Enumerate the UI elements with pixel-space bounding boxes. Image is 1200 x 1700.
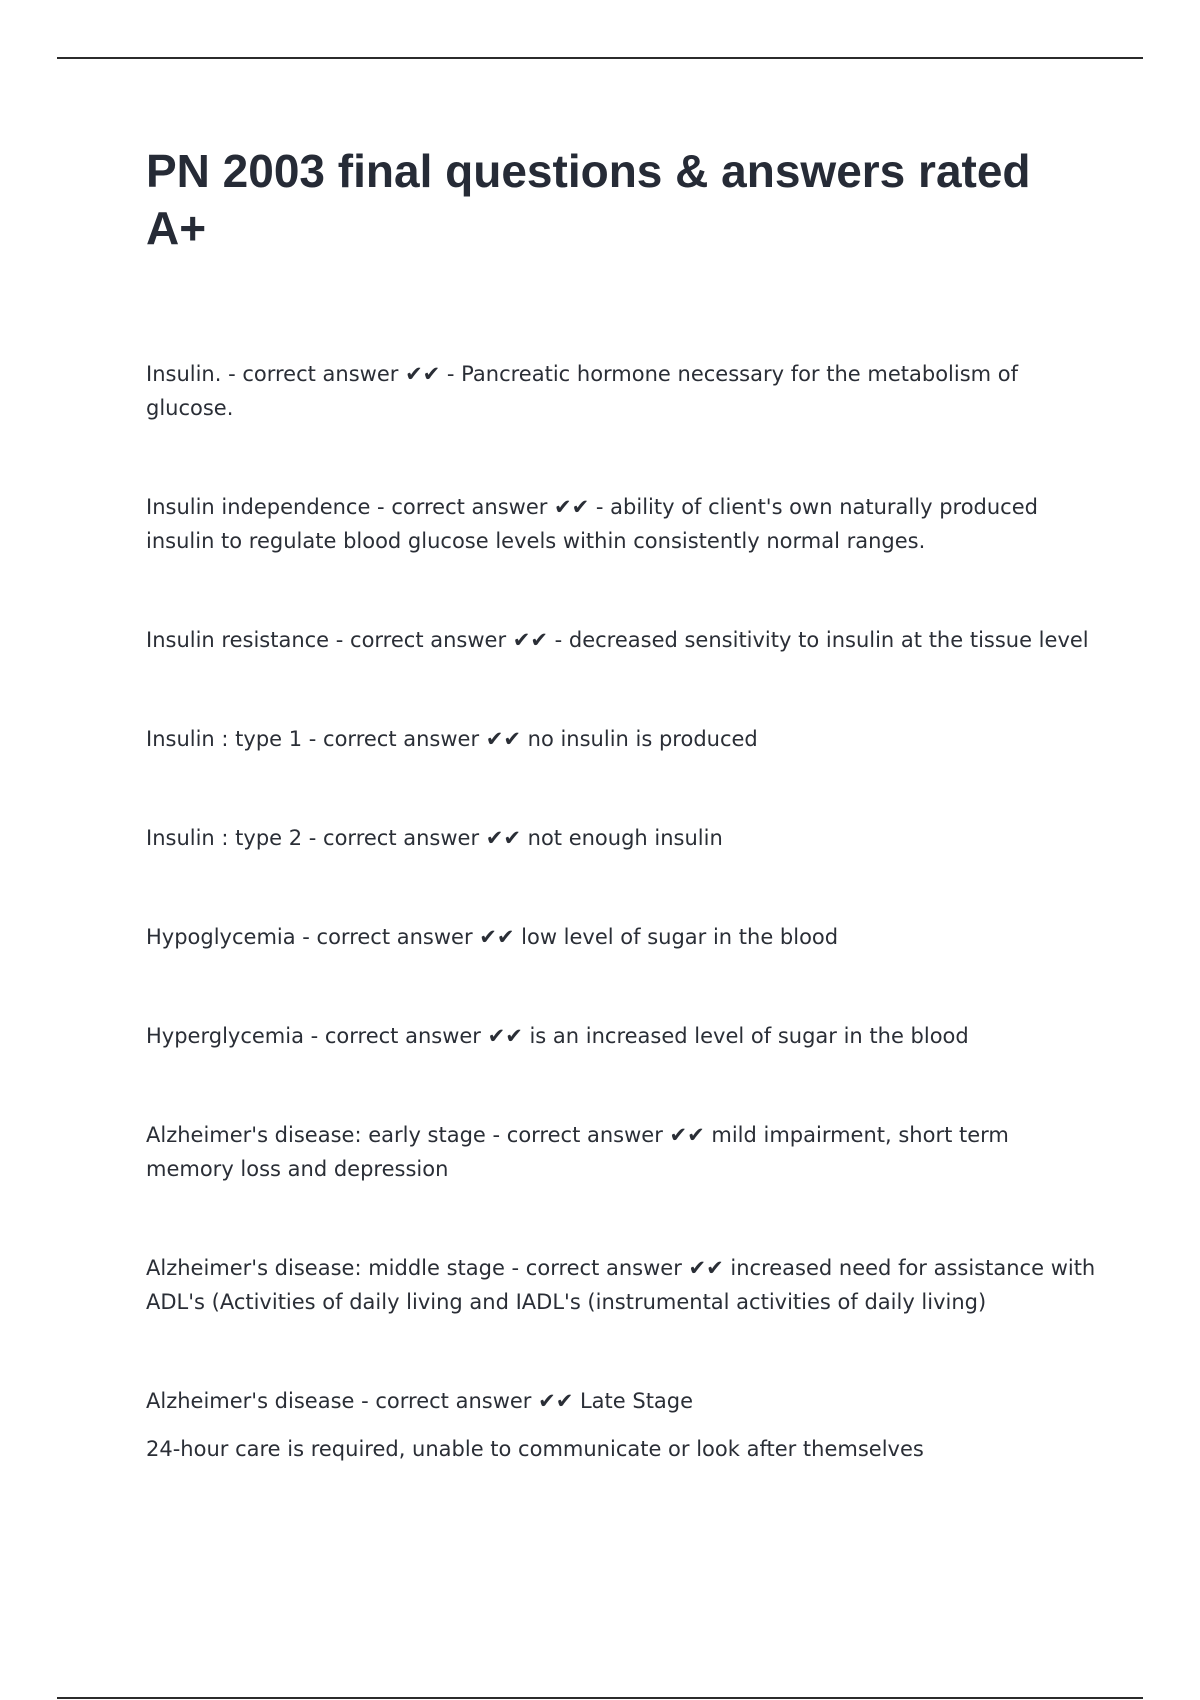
top-rule xyxy=(57,57,1143,59)
qa-entry-alzheimers-late xyxy=(146,1384,1096,1466)
qa-entry-hyperglycemia: Hyperglycemia - correct answer ✔✔ is an increased level of sugar in the blood xyxy=(146,1024,969,1048)
qa-entry-hypoglycemia: Hypoglycemia - correct answer ✔✔ low level of sugar in the blood xyxy=(146,925,839,949)
qa-entry-insulin-resistance: Insulin resistance - correct answer ✔✔ - decreased sensitivity to insulin at the tissue level xyxy=(146,628,1089,652)
document-title: PN 2003 final questions & answers rated A+ xyxy=(146,145,1031,254)
qa-list xyxy=(146,357,1096,1466)
qa-entry-insulin-type-2: Insulin : type 2 - correct answer ✔✔ not enough insulin xyxy=(146,826,723,850)
qa-entry-alzheimers-late-main: Alzheimer's disease - correct answer ✔✔ Late Stage xyxy=(146,1389,694,1413)
qa-entry-insulin-type-1: Insulin : type 1 - correct answer ✔✔ no insulin is produced xyxy=(146,727,758,751)
qa-entry-insulin-independence: Insulin independence - correct answer ✔✔ - ability of client's own naturally produced insulin to regulate blood glucose levels within consistently normal ranges. xyxy=(146,495,1038,553)
qa-entry-alzheimers-early: Alzheimer's disease: early stage - correct answer ✔✔ mild impairment, short term memory loss and depression xyxy=(146,1123,1009,1181)
qa-entry-insulin: Insulin. - correct answer ✔✔ - Pancreatic hormone necessary for the metabolism of glucose. xyxy=(146,362,1019,420)
bottom-rule xyxy=(57,1697,1143,1699)
qa-entry-alzheimers-middle: Alzheimer's disease: middle stage - correct answer ✔✔ increased need for assistance with ADL's (Activities of daily living and IADL's (instrumental activities of daily living) xyxy=(146,1256,1096,1314)
qa-entry-alzheimers-late-detail: 24-hour care is required, unable to communicate or look after themselves xyxy=(146,1437,924,1461)
